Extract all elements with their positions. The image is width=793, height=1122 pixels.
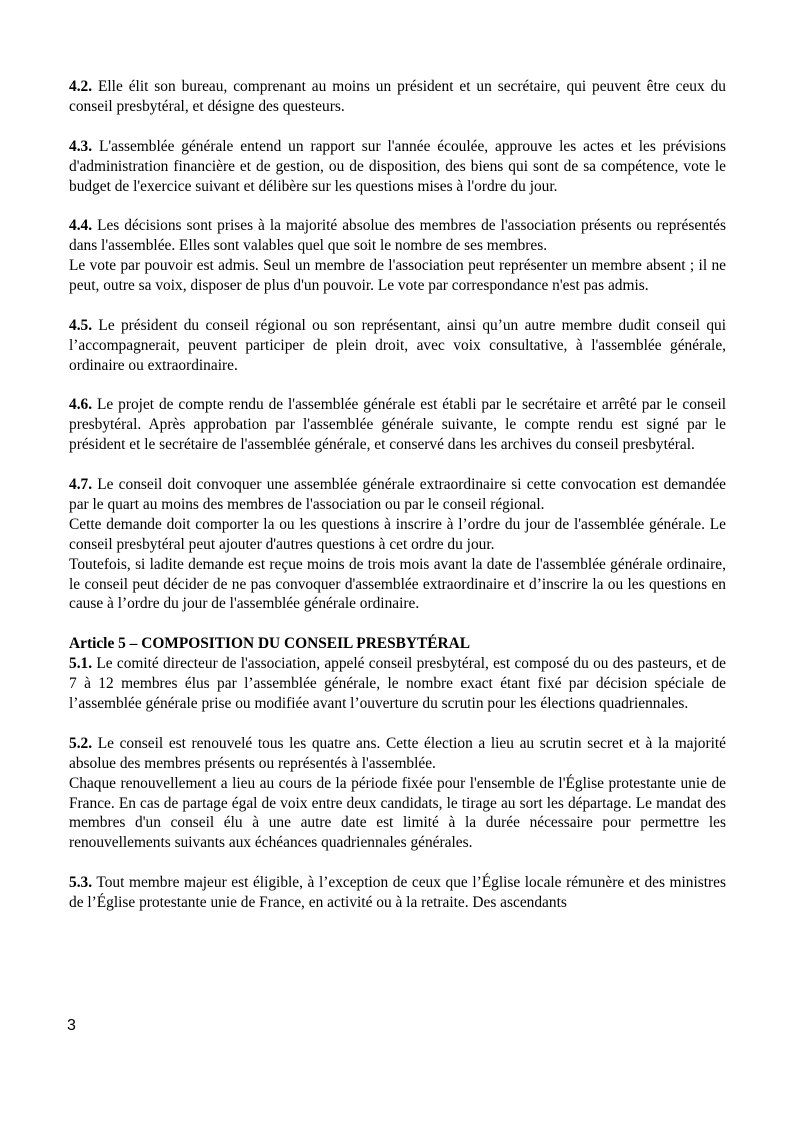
paragraph-text: Chaque renouvellement a lieu au cours de la période fixée pour l'ensemble de l'Église protestante unie de France. En cas de partage égal de voix entre deux candidats, le tirage au sort les départage. Le mandat des membres d'un conseil élu à une autre date est limité à la durée nécessaire pour permettre les renouvellements suivants aux échéances quadriennales générales.: [69, 774, 726, 852]
paragraph-number: 4.4.: [69, 217, 93, 235]
paragraph-line: [69, 475, 726, 515]
paragraph-line: [69, 216, 726, 256]
paragraph-text: Tout membre majeur est éligible, à l’exception de ceux que l’Église locale rémunère et des ministres de l’Église protestante unie de France, en activité ou à la retraite. Des ascendants: [69, 874, 726, 912]
page-number: 3: [67, 1017, 76, 1034]
article-5-heading: Article 5 – COMPOSITION DU CONSEIL PRESBYTÉRAL: [69, 635, 471, 653]
paragraph-text: Elle élit son bureau, comprenant au moins un président et un secrétaire, qui peuvent être ceux du conseil presbytéral, et désigne des questeurs.: [69, 78, 726, 115]
paragraph-4-7: [69, 475, 726, 614]
paragraph-number: 5.1.: [69, 655, 93, 673]
paragraph-5-3: [69, 873, 726, 913]
paragraph-4-3: [69, 137, 726, 197]
paragraph-text: Le vote par pouvoir est admis. Seul un membre de l'association peut représenter un membre absent ; il ne peut, outre sa voix, disposer de plus d'un pouvoir. Le vote par correspondance n'est pas admis.: [69, 257, 726, 295]
paragraph-line: [69, 734, 726, 774]
paragraph-5-1: [69, 654, 726, 714]
paragraph-line: [69, 654, 726, 714]
paragraph-number: 5.2.: [69, 734, 93, 752]
paragraph-text: Le conseil doit convoquer une assemblée générale extraordinaire si cette convocation est demandée par le quart au moins des membres de l'association ou par le conseil régional.: [69, 476, 726, 513]
paragraph-4-4: [69, 216, 726, 296]
paragraph-number: 4.6.: [69, 396, 93, 414]
paragraph-line: [69, 873, 726, 913]
paragraph-text: Le comité directeur de l'association, appelé conseil presbytéral, est composé du ou des pasteurs, et de 7 à 12 membres élus par l’assemblée générale, le nombre exact étant fixé par décision spéciale de l’assemblée générale prise ou modifiée avant l’ouverture du scrutin pour les élections quadriennales.: [69, 655, 726, 712]
document-body: [69, 77, 726, 913]
paragraph-number: 5.3.: [69, 874, 93, 892]
paragraph-line: [69, 77, 726, 117]
paragraph-number: 4.2.: [69, 78, 93, 95]
paragraph-number: 4.5.: [69, 316, 93, 334]
paragraph-line: [69, 316, 726, 376]
paragraph-4-5: [69, 316, 726, 376]
paragraph-4-2: [69, 77, 726, 117]
paragraph-text: Le conseil est renouvelé tous les quatre ans. Cette élection a lieu au scrutin secret et à la majorité absolue des membres présents ou représentés à l'assemblée.: [69, 734, 726, 772]
paragraph-text: Toutefois, si ladite demande est reçue moins de trois mois avant la date de l'assemblée générale ordinaire, le conseil peut décider de ne pas convoquer d'assemblée extraordinaire et d’inscrire la ou les questions en cause à l’ordre du jour de l'assemblée générale ordinaire.: [69, 555, 726, 613]
paragraph-number: 4.3.: [69, 137, 93, 155]
paragraph-text: Cette demande doit comporter la ou les questions à inscrire à l’ordre du jour de l'assemblée générale. Le conseil presbytéral peut ajouter d'autres questions à cet ordre du jour.: [69, 515, 726, 553]
paragraph-text: Les décisions sont prises à la majorité absolue des membres de l'association présents ou représentés dans l'assemblée. Elles sont valables quel que soit le nombre de ses membres.: [69, 217, 726, 255]
paragraph-5-2: [69, 734, 726, 853]
paragraph-4-6: [69, 395, 726, 455]
paragraph-text: Le projet de compte rendu de l'assemblée générale est établi par le secrétaire et arrêté par le conseil presbytéral. Après approbation par l'assemblée générale suivante, le compte rendu est signé par le président et le secrétaire de l'assemblée générale, et conservé dans les archives du conseil presbytéral.: [69, 396, 726, 454]
paragraph-text: Le président du conseil régional ou son représentant, ainsi qu’un autre membre dudit conseil qui l’accompagnerait, peuvent participer de plein droit, avec voix consultative, à l'assemblée générale, ordinaire ou extraordinaire.: [69, 316, 726, 374]
paragraph-text: L'assemblée générale entend un rapport sur l'année écoulée, approuve les actes et les prévisions d'administration financière et de gestion, ou de disposition, des biens qui sont de sa compétence, vote le budget de l'exercice suivant et délibère sur les questions mises à l'ordre du jour.: [69, 137, 726, 195]
paragraph-line: [69, 137, 726, 197]
paragraph-line: [69, 395, 726, 455]
paragraph-number: 4.7.: [69, 476, 93, 494]
